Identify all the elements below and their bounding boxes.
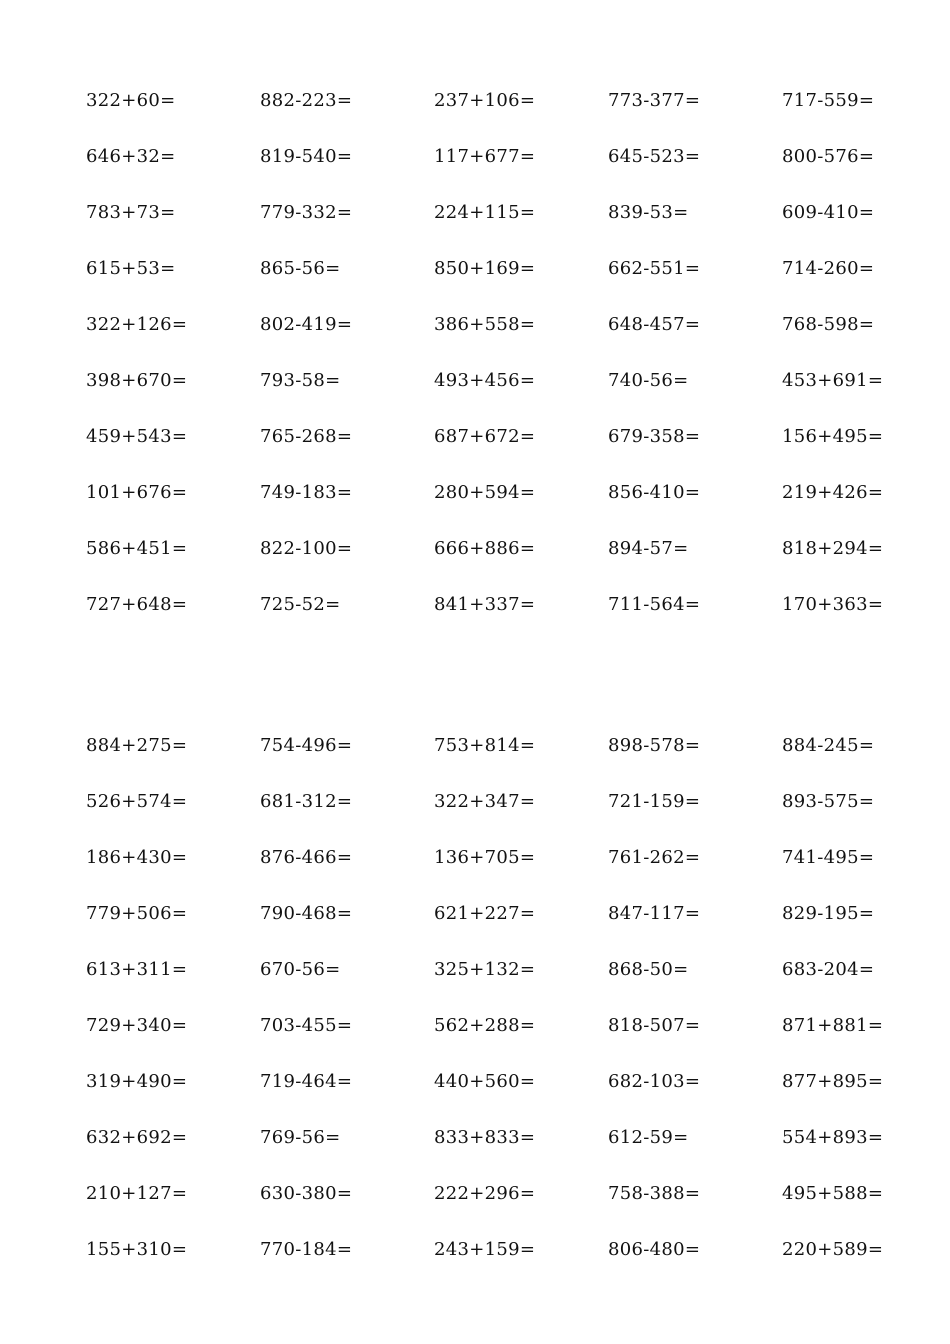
math-problem: 224+115=: [434, 202, 536, 223]
math-problem: 839-53=: [608, 202, 689, 223]
math-problem: 783+73=: [86, 202, 176, 223]
math-problem: 459+543=: [86, 426, 188, 447]
math-problem: 322+126=: [86, 314, 188, 335]
math-problem: 768-598=: [782, 314, 875, 335]
math-problem: 793-58=: [260, 370, 341, 391]
math-problem: 850+169=: [434, 258, 536, 279]
math-problem: 847-117=: [608, 903, 701, 924]
math-problem: 868-50=: [608, 959, 689, 980]
math-problem: 800-576=: [782, 146, 875, 167]
problem-section-1: [86, 86, 926, 646]
math-problem: 818+294=: [782, 538, 884, 559]
math-problem: 819-540=: [260, 146, 353, 167]
math-problem: 841+337=: [434, 594, 536, 615]
math-problem: 769-56=: [260, 1127, 341, 1148]
math-problem: 662-551=: [608, 258, 701, 279]
math-problem: 729+340=: [86, 1015, 188, 1036]
math-problem: 325+132=: [434, 959, 536, 980]
math-problem: 495+588=: [782, 1183, 884, 1204]
math-problem: 719-464=: [260, 1071, 353, 1092]
math-problem: 322+347=: [434, 791, 536, 812]
math-problem: 802-419=: [260, 314, 353, 335]
math-problem: 453+691=: [782, 370, 884, 391]
math-problem: 681-312=: [260, 791, 353, 812]
math-problem: 727+648=: [86, 594, 188, 615]
math-problem: 612-59=: [608, 1127, 689, 1148]
math-problem: 280+594=: [434, 482, 536, 503]
math-problem: 876-466=: [260, 847, 353, 868]
math-problem: 440+560=: [434, 1071, 536, 1092]
math-problem: 741-495=: [782, 847, 875, 868]
math-problem: 806-480=: [608, 1239, 701, 1260]
math-problem: 670-56=: [260, 959, 341, 980]
math-problem: 170+363=: [782, 594, 884, 615]
math-problem: 753+814=: [434, 735, 536, 756]
math-problem: 871+881=: [782, 1015, 884, 1036]
math-problem: 666+886=: [434, 538, 536, 559]
math-problem: 683-204=: [782, 959, 875, 980]
math-problem: 893-575=: [782, 791, 875, 812]
math-problem: 679-358=: [608, 426, 701, 447]
math-problem: 632+692=: [86, 1127, 188, 1148]
math-problem: 829-195=: [782, 903, 875, 924]
math-problem: 682-103=: [608, 1071, 701, 1092]
math-problem: 156+495=: [782, 426, 884, 447]
math-problem: 865-56=: [260, 258, 341, 279]
math-problem: 186+430=: [86, 847, 188, 868]
math-problem: 711-564=: [608, 594, 701, 615]
math-problem: 493+456=: [434, 370, 536, 391]
math-problem: 648-457=: [608, 314, 701, 335]
math-problem: 222+296=: [434, 1183, 536, 1204]
math-problem: 243+159=: [434, 1239, 536, 1260]
math-problem: 319+490=: [86, 1071, 188, 1092]
math-problem: 609-410=: [782, 202, 875, 223]
math-problem: 101+676=: [86, 482, 188, 503]
math-problem: 884-245=: [782, 735, 875, 756]
math-problem: 721-159=: [608, 791, 701, 812]
math-problem: 630-380=: [260, 1183, 353, 1204]
math-problem: 210+127=: [86, 1183, 188, 1204]
math-problem: 877+895=: [782, 1071, 884, 1092]
math-problem: 645-523=: [608, 146, 701, 167]
math-problem: 613+311=: [86, 959, 188, 980]
math-problem: 322+60=: [86, 90, 176, 111]
math-problem: 220+589=: [782, 1239, 884, 1260]
math-problem: 526+574=: [86, 791, 188, 812]
math-problem: 856-410=: [608, 482, 701, 503]
math-problem: 833+833=: [434, 1127, 536, 1148]
math-problem: 761-262=: [608, 847, 701, 868]
math-problem: 740-56=: [608, 370, 689, 391]
math-problem: 554+893=: [782, 1127, 884, 1148]
math-problem: 386+558=: [434, 314, 536, 335]
math-problem: 687+672=: [434, 426, 536, 447]
math-problem: 703-455=: [260, 1015, 353, 1036]
math-problem: 136+705=: [434, 847, 536, 868]
math-problem: 714-260=: [782, 258, 875, 279]
math-problem: 749-183=: [260, 482, 353, 503]
math-problem: 621+227=: [434, 903, 536, 924]
math-problem: 882-223=: [260, 90, 353, 111]
problem-section-2: [86, 731, 926, 1291]
math-problem: 779-332=: [260, 202, 353, 223]
math-problem: 646+32=: [86, 146, 176, 167]
math-problem: 773-377=: [608, 90, 701, 111]
math-problem: 822-100=: [260, 538, 353, 559]
math-problem: 398+670=: [86, 370, 188, 391]
math-problem: 765-268=: [260, 426, 353, 447]
math-problem: 770-184=: [260, 1239, 353, 1260]
math-problem: 790-468=: [260, 903, 353, 924]
math-problem: 237+106=: [434, 90, 536, 111]
math-problem: 818-507=: [608, 1015, 701, 1036]
math-problem: 725-52=: [260, 594, 341, 615]
math-problem: 219+426=: [782, 482, 884, 503]
math-problem: 155+310=: [86, 1239, 188, 1260]
math-problem: 779+506=: [86, 903, 188, 924]
math-problem: 562+288=: [434, 1015, 536, 1036]
math-problem: 884+275=: [86, 735, 188, 756]
math-problem: 754-496=: [260, 735, 353, 756]
math-problem: 898-578=: [608, 735, 701, 756]
math-problem: 894-57=: [608, 538, 689, 559]
math-problem: 717-559=: [782, 90, 875, 111]
math-problem: 758-388=: [608, 1183, 701, 1204]
math-problem: 586+451=: [86, 538, 188, 559]
math-problem: 117+677=: [434, 146, 536, 167]
math-problem: 615+53=: [86, 258, 176, 279]
